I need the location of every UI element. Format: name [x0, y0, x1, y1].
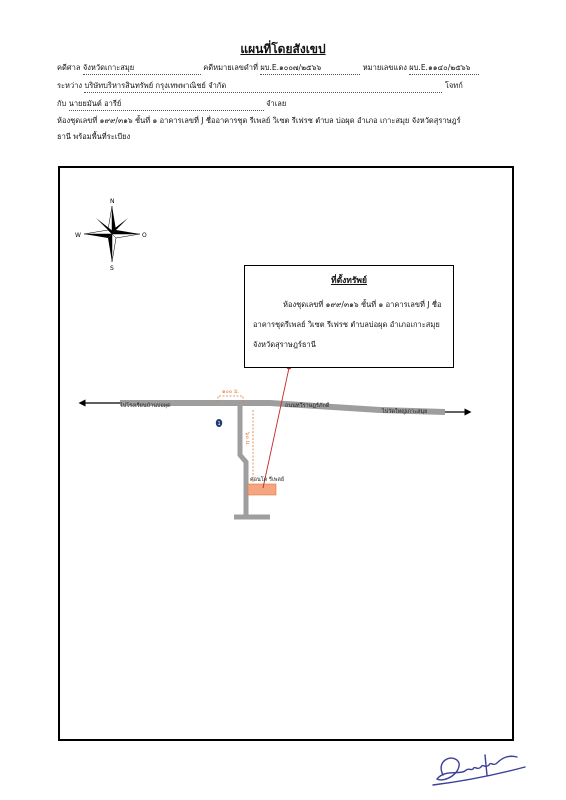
road-label-left: ไปโรงเรียนบ้านบ่อผุด	[120, 403, 171, 409]
property-line-1: ห้องชุดเลขที่ ๑๙๙/๓๑๖ ชั้นที่ ๑ อาคารเลขที่ J ชื่ออาคารชุด รีเพลย์ วิเซต รีเฟรช ตำบล บ่อผุด อำเภอ เกาะสมุย จังหวัดสุราษฎร์	[57, 116, 461, 125]
parties-line: ระหว่าง บริษัทบริหารสินทรัพย์ กรุงเทพพาณิชย์ จำกัด โจทก์	[57, 80, 463, 93]
condo-building	[248, 484, 276, 495]
plaintiff-name: บริษัทบริหารสินทรัพย์ กรุงเทพพาณิชย์ จำกัด	[84, 80, 442, 93]
compass-e: O	[142, 232, 147, 239]
court-value: จังหวัดเกาะสมุย	[83, 62, 201, 75]
defendant-name: นายยมันต์ อารีย์	[69, 98, 264, 111]
pointer-line	[263, 368, 289, 488]
court-line: คดีศาล จังหวัดเกาะสมุย คดีหมายเลขดำที่ ผบ.E.๑๐๐๗/๒๕๖๖ หมายเลขแดง ผบ.E.๑๑๔๐/๒๕๖๖	[57, 62, 479, 75]
infobox-title: ที่ตั้งทรัพย์	[330, 276, 368, 286]
red-case-number: ผบ.E.๑๑๔๐/๒๕๖๖	[409, 62, 479, 75]
distance-label-side: ๖๐ ม.	[244, 432, 250, 446]
black-case-number: ผบ.E.๑๐๐๗/๒๕๖๖	[260, 62, 360, 75]
page-title: แผนที่โดยสังเขป	[240, 42, 326, 56]
side-road	[240, 406, 246, 517]
compass-n: N	[110, 198, 115, 205]
distance-label-top: ๑๐๐ ม.	[222, 389, 240, 395]
property-line-2: ธานี พร้อมพื้นที่ระเบียง	[57, 132, 131, 141]
road-label-right: ไปวัดใหญ่เกาะสมุย	[382, 409, 428, 415]
signature	[425, 745, 545, 795]
condo-label: คอนโด รีเพลย์	[250, 477, 285, 483]
property-location-box	[244, 265, 454, 368]
compass-rose-icon	[84, 206, 140, 262]
road-label-mid: ถนนทวีราษฎร์ภักดี	[285, 403, 330, 409]
infobox-text: ห้องชุดเลขที่ ๑๙๙/๓๑๖ ชั้นที่ ๑ อาคารเลขที่ J ชื่ออาคารชุดรีเพลย์ วิเซต รีเฟรช ตำบลบ่อผุด อำเภอเกาะสมุย จังหวัดสุราษฎร์ธานี	[253, 300, 442, 349]
compass-s: S	[110, 265, 114, 272]
defendant-line: กับ นายยมันต์ อารีย์ จำเลย	[57, 98, 286, 111]
landmark-marker-label: 1	[217, 421, 221, 427]
compass-w: W	[75, 232, 81, 239]
